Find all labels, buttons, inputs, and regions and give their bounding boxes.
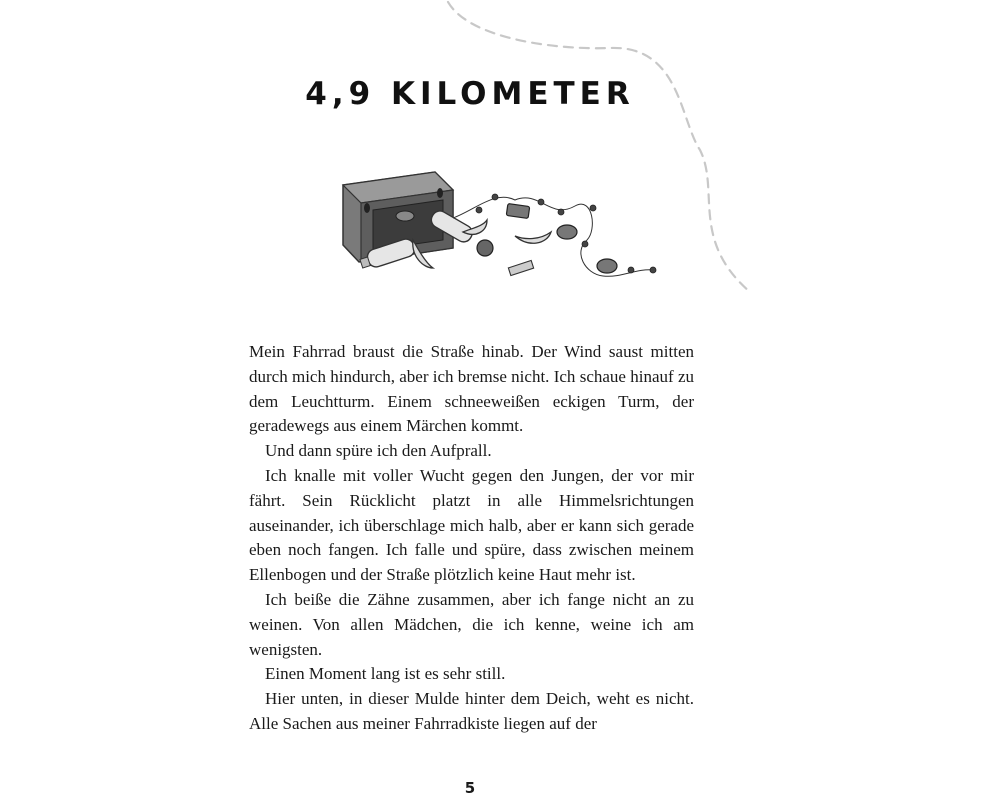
page-number: 5: [464, 779, 476, 797]
sandwich-icon: [557, 225, 577, 239]
paragraph: Und dann spüre ich den Aufprall.: [265, 441, 492, 461]
candy-bar-icon: [508, 260, 533, 275]
chapter-title: 4,9 KILOMETER: [305, 76, 635, 112]
paragraph: Ich beiße die Zähne zusammen, aber ich fange nicht an zu weinen. Von allen Mädchen, die ich kenne, weine ich am wenigsten.: [249, 589, 694, 659]
wallet-icon: [506, 204, 529, 219]
apple-icon: [477, 240, 493, 256]
paragraph: Einen Moment lang ist es sehr still.: [265, 664, 506, 684]
sandwich-icon: [597, 259, 617, 273]
body-text: [249, 340, 694, 737]
paragraph: Ich knalle mit voller Wucht gegen den Jungen, der vor mir fährt. Sein Rücklicht platzt in alle Himmelsrichtungen auseinander, ich überschlage mich halb, aber er kann sich gerade eben noch fangen. Ich falle und spüre, dass zwischen meinem Ellenbogen und der Straße plötzlich keine Haut mehr ist.: [249, 465, 694, 585]
spilled-bike-crate-illustration: [335, 160, 675, 300]
paragraph: Hier unten, in dieser Mulde hinter dem Deich, weht es nicht. Alle Sachen aus meiner Fahrradkiste liegen auf der: [249, 689, 694, 733]
banana-icon: [515, 232, 551, 243]
paragraph: Mein Fahrrad braust die Straße hinab. Der Wind saust mitten durch mich hindurch, aber ich bremse nicht. Ich schaue hinauf zu dem Leuchtturm. Einem schneeweißen eckigen Turm, der geradewegs aus einem Märchen kommt.: [249, 342, 694, 436]
